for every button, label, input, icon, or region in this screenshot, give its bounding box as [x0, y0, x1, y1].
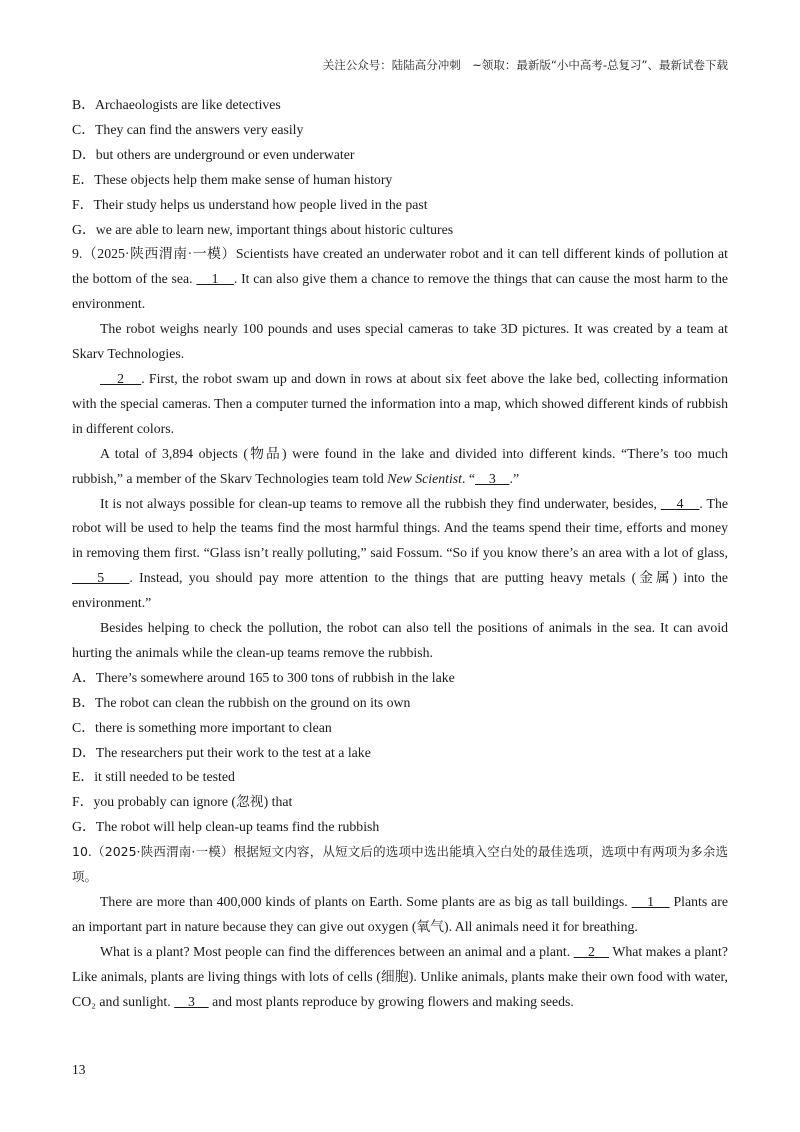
option-item: C．They can find the answers very easily	[72, 121, 304, 137]
blank-1: 1	[196, 271, 234, 287]
text-segment: . It can also give them a chance to remove the things that can cause the most harm to the environment.	[72, 271, 729, 312]
question-10-intro: 10.（2025·陕西渭南·一模）根据短文内容，从短文后的选项中选出能填入空白处的最佳选项，选项中有两项为多余选项。	[72, 844, 728, 885]
q9-options-list	[72, 666, 728, 840]
text-segment: .”	[509, 470, 520, 486]
blank-1: 1	[631, 894, 670, 909]
blank-3: 3	[174, 993, 209, 1009]
q10-paragraph-2	[72, 940, 728, 1015]
text-segment: It is not always possible for clean-up teams to remove all the rubbish they find underwater, besides,	[100, 495, 661, 511]
option-item: D．The researchers put their work to the test at a lake	[72, 744, 371, 760]
text-segment: . “	[462, 470, 476, 486]
option-item: E．it still needed to be tested	[72, 769, 235, 785]
page-number: 13	[72, 1062, 86, 1077]
text-segment: What makes a plant? Like animals, plants are living things with lots of cells (细胞). Unlike animals, plants make their own food with water, CO₂ and sunlight.	[72, 943, 728, 1009]
q9-paragraph-3	[72, 367, 728, 442]
blank-3: 3	[475, 470, 510, 486]
text-segment: 9.（2025·陕西渭南·一模）Scientists have created an underwater robot and it can tell different kinds of pollution at the bottom of the sea.	[72, 246, 728, 287]
q9-paragraph-5	[72, 492, 728, 617]
blank-4: 4	[660, 495, 700, 511]
option-item: G．The robot will help clean-up teams find the rubbish	[72, 819, 380, 835]
question-9-intro	[72, 242, 728, 317]
text-segment: . First, the robot swam up and down in rows at about six feet above the lake bed, collecting information with the special cameras. Then a computer turned the information into a map, which showed different kinds of rubbish in different colors.	[72, 370, 728, 436]
previous-options-list	[72, 93, 728, 242]
option-item: F．you probably can ignore (忽视) that	[72, 794, 293, 810]
blank-2: 2	[100, 370, 142, 386]
text-segment: What is a plant? Most people can find the differences between an animal and a plant.	[100, 943, 574, 959]
option-item: B．Archaeologists are like detectives	[72, 97, 281, 112]
option-item: D．but others are underground or even underwater	[72, 146, 355, 162]
q9-paragraph-2: The robot weighs nearly 100 pounds and uses special cameras to take 3D pictures. It was created by a team at Skarv Technologies.	[72, 321, 728, 362]
publication-title: New Scientist	[387, 470, 462, 486]
option-item: E．These objects help them make sense of human history	[72, 171, 393, 187]
option-item: A．There’s somewhere around 165 to 300 tons of rubbish in the lake	[72, 669, 455, 685]
q9-paragraph-6: Besides helping to check the pollution, the robot can also tell the positions of animals in the sea. It can avoid hurting the animals while the clean-up teams remove the rubbish.	[72, 620, 728, 660]
document-body	[72, 93, 728, 1015]
option-item: G．we are able to learn new, important things about historic cultures	[72, 221, 454, 237]
page-header: 关注公众号：陆陆高分冲刺 ~领取：最新版“小中高考-总复习”、最新试卷下载	[322, 58, 728, 72]
option-item: F．Their study helps us understand how people lived in the past	[72, 196, 428, 212]
text-segment: Plants are an important part in nature because they can give out oxygen (氧气). All animals need it for breathing.	[72, 894, 728, 934]
option-item: C．there is something more important to clean	[72, 719, 332, 735]
blank-5: 5	[72, 570, 130, 586]
text-segment: . The robot will be used to help the teams find the most harmful things. And the teams spend their time, efforts and money in removing them first. “Glass isn’t really polluting,” said Fossum. “So if you know there’s an area with a lot of glass,	[72, 495, 728, 561]
text-segment: and most plants reproduce by growing flowers and making seeds.	[208, 993, 574, 1009]
text-segment: A total of 3,894 objects (物品) were found in the lake and divided into different kinds. “There’s too much rubbish,” a member of the Skarv Technologies team told	[72, 445, 728, 486]
text-segment: There are more than 400,000 kinds of plants on Earth. Some plants are as big as tall buildings.	[100, 894, 632, 909]
option-item: B．The robot can clean the rubbish on the ground on its own	[72, 694, 411, 710]
q10-paragraph-1	[72, 890, 728, 940]
text-segment: . Instead, you should pay more attention to the things that are putting heavy metals (金属) into the environment.”	[72, 570, 728, 611]
blank-2: 2	[573, 943, 610, 959]
q9-paragraph-4	[72, 442, 728, 492]
